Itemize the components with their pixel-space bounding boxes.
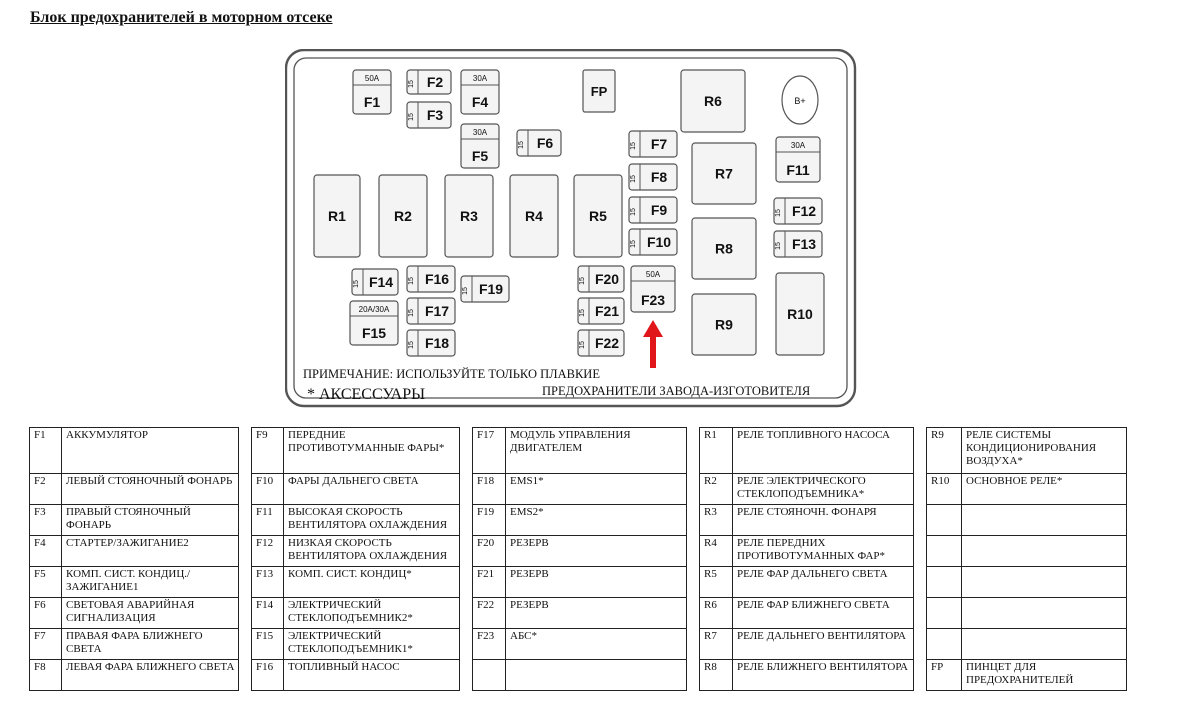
column-gap — [687, 567, 700, 598]
note-factory-fuses: ПРЕДОХРАНИТЕЛИ ЗАВОДА-ИЗГОТОВИТЕЛЯ — [542, 384, 811, 398]
legend-code: F4 — [30, 536, 62, 567]
column-gap — [460, 536, 473, 567]
legend-description: ПЕРЕДНИЕ ПРОТИВОТУМАННЫЕ ФАРЫ* — [284, 428, 460, 474]
column-gap — [914, 598, 927, 629]
fuse-legend-table — [29, 427, 1127, 691]
column-gap — [687, 505, 700, 536]
legend-description: РЕЛЕ ПЕРЕДНИХ ПРОТИВОТУМАННЫХ ФАР* — [733, 536, 914, 567]
legend-description: EMS1* — [506, 474, 687, 505]
legend-description — [962, 505, 1127, 536]
legend-description: СТАРТЕР/ЗАЖИГАНИЕ2 — [62, 536, 239, 567]
fuse-f13-rating-mark: 15 — [775, 242, 782, 250]
fuse-f23-label: F23 — [640, 292, 666, 308]
legend-code — [927, 567, 962, 598]
legend-code: F10 — [252, 474, 284, 505]
fuse-box-diagram — [285, 49, 860, 411]
fuse-f14-label: F14 — [368, 274, 394, 290]
legend-code: F17 — [473, 428, 506, 474]
fuse-f4-rating: 30A — [472, 74, 488, 83]
column-gap — [687, 474, 700, 505]
fuse-f21-label: F21 — [594, 303, 620, 319]
relay-r3-label: R3 — [460, 208, 478, 224]
legend-code: F21 — [473, 567, 506, 598]
fuse-f22-label: F22 — [594, 335, 620, 351]
fuse-f11-rating: 30A — [790, 141, 806, 150]
legend-code — [927, 629, 962, 660]
legend-code: F7 — [30, 629, 62, 660]
legend-code: F9 — [252, 428, 284, 474]
relay-r2-label: R2 — [394, 208, 412, 224]
legend-description: ОСНОВНОЕ РЕЛЕ* — [962, 474, 1127, 505]
fuse-f16-label: F16 — [424, 271, 450, 287]
column-gap — [914, 428, 927, 474]
column-gap — [460, 567, 473, 598]
legend-code: R3 — [700, 505, 733, 536]
legend-description: РЕЛЕ ФАР БЛИЖНЕГО СВЕТА — [733, 598, 914, 629]
fuse-f22-rating-mark: 15 — [579, 341, 586, 349]
column-gap — [460, 660, 473, 691]
relay-r1-label: R1 — [328, 208, 346, 224]
legend-description: ВЫСОКАЯ СКОРОСТЬ ВЕНТИЛЯТОРА ОХЛАЖДЕНИЯ — [284, 505, 460, 536]
legend-description: ПРАВЫЙ СТОЯНОЧНЫЙ ФОНАРЬ — [62, 505, 239, 536]
legend-code: F13 — [252, 567, 284, 598]
fuse-f8-label: F8 — [650, 169, 668, 185]
column-gap — [239, 629, 252, 660]
legend-description: ПРАВАЯ ФАРА БЛИЖНЕГО СВЕТА — [62, 629, 239, 660]
column-gap — [239, 598, 252, 629]
column-gap — [914, 660, 927, 691]
fuse-f7-label: F7 — [650, 136, 668, 152]
fuse-f10-rating-mark: 15 — [630, 240, 637, 248]
legend-description: ТОПЛИВНЫЙ НАСОС — [284, 660, 460, 691]
fuse-f6-label: F6 — [536, 135, 554, 151]
table-row — [30, 474, 1127, 505]
column-gap — [914, 567, 927, 598]
fuse-f1-label: F1 — [363, 94, 381, 110]
table-row — [30, 629, 1127, 660]
legend-code: FP — [927, 660, 962, 691]
legend-description: EMS2* — [506, 505, 687, 536]
legend-description: СВЕТОВАЯ АВАРИЙНАЯ СИГНАЛИЗАЦИЯ — [62, 598, 239, 629]
table-row — [30, 567, 1127, 598]
relay-r5-label: R5 — [589, 208, 607, 224]
fuse-f23-rating: 50A — [645, 270, 661, 279]
page-title: Блок предохранителей в моторном отсеке — [30, 9, 333, 26]
fuse-f8-rating-mark: 15 — [630, 175, 637, 183]
legend-description — [506, 660, 687, 691]
relay-r7-label: R7 — [715, 165, 733, 182]
fuse-f11-label: F11 — [786, 162, 810, 178]
fuse-f19-label: F19 — [478, 281, 504, 297]
table-row — [30, 660, 1127, 691]
column-gap — [239, 567, 252, 598]
legend-code: F23 — [473, 629, 506, 660]
column-gap — [239, 660, 252, 691]
legend-code: R7 — [700, 629, 733, 660]
legend-description: РЕЛЕ ЭЛЕКТРИЧЕСКОГО СТЕКЛОПОДЪЕМНИКА* — [733, 474, 914, 505]
column-gap — [239, 428, 252, 474]
column-gap — [914, 505, 927, 536]
legend-description: РЕЛЕ СТОЯНОЧН. ФОНАРЯ — [733, 505, 914, 536]
legend-description: АБС* — [506, 629, 687, 660]
legend-code: F11 — [252, 505, 284, 536]
fuse-f4-label: F4 — [471, 94, 489, 110]
fuse-f17-label: F17 — [424, 303, 450, 319]
fuse-f2-rating-mark: 15 — [408, 80, 415, 88]
legend-code: R2 — [700, 474, 733, 505]
legend-description: ЭЛЕКТРИЧЕСКИЙ СТЕКЛОПОДЪЕМНИК1* — [284, 629, 460, 660]
legend-code: F18 — [473, 474, 506, 505]
legend-code: F15 — [252, 629, 284, 660]
legend-code: R4 — [700, 536, 733, 567]
column-gap — [239, 474, 252, 505]
legend-description — [962, 567, 1127, 598]
legend-code: R8 — [700, 660, 733, 691]
column-gap — [687, 428, 700, 474]
table-row — [30, 536, 1127, 567]
relay-r9-label: R9 — [715, 316, 733, 333]
relay-r6-label: R6 — [704, 93, 722, 109]
legend-code: F22 — [473, 598, 506, 629]
legend-description: ФАРЫ ДАЛЬНЕГО СВЕТА — [284, 474, 460, 505]
column-gap — [687, 660, 700, 691]
legend-description — [962, 598, 1127, 629]
column-gap — [914, 536, 927, 567]
fuse-f5-rating: 30A — [472, 128, 488, 137]
column-gap — [460, 598, 473, 629]
legend-description: КОМП. СИСТ. КОНДИЦ./ ЗАЖИГАНИЕ1 — [62, 567, 239, 598]
legend-description: ЭЛЕКТРИЧЕСКИЙ СТЕКЛОПОДЪЕМНИК2* — [284, 598, 460, 629]
legend-code — [927, 536, 962, 567]
table-row — [30, 505, 1127, 536]
battery-terminal-label: B+ — [794, 96, 806, 106]
column-gap — [239, 536, 252, 567]
fuse-f7-rating-mark: 15 — [630, 142, 637, 150]
legend-code: R6 — [700, 598, 733, 629]
fuse-f20-rating-mark: 15 — [579, 277, 586, 285]
column-gap — [460, 629, 473, 660]
column-gap — [687, 629, 700, 660]
table-row — [30, 428, 1127, 474]
legend-description: РЕЛЕ ФАР ДАЛЬНЕГО СВЕТА — [733, 567, 914, 598]
legend-code: F6 — [30, 598, 62, 629]
fuse-f2-label: F2 — [426, 74, 444, 90]
legend-code — [473, 660, 506, 691]
column-gap — [239, 505, 252, 536]
legend-description: ПИНЦЕТ ДЛЯ ПРЕДОХРАНИТЕЛЕЙ — [962, 660, 1127, 691]
legend-description: МОДУЛЬ УПРАВЛЕНИЯ ДВИГАТЕЛЕМ — [506, 428, 687, 474]
legend-description: АККУМУЛЯТОР — [62, 428, 239, 474]
arrow-shaft — [650, 336, 656, 368]
note-fuses: ПРИМЕЧАНИЕ: ИСПОЛЬЗУЙТЕ ТОЛЬКО ПЛАВКИЕ — [303, 367, 600, 381]
table-row — [30, 598, 1127, 629]
fuse-f21-rating-mark: 15 — [579, 309, 586, 317]
note-accessories: * АКСЕССУАРЫ — [307, 386, 426, 403]
legend-code: R9 — [927, 428, 962, 474]
legend-code: F20 — [473, 536, 506, 567]
fuse-f12-rating-mark: 15 — [775, 209, 782, 217]
legend-description: РЕЛЕ ДАЛЬНЕГО ВЕНТИЛЯТОРА — [733, 629, 914, 660]
legend-description: РЕЛЕ БЛИЖНЕГО ВЕНТИЛЯТОРА — [733, 660, 914, 691]
legend-code: R1 — [700, 428, 733, 474]
legend-code: F5 — [30, 567, 62, 598]
legend-description: РЕЗЕРВ — [506, 567, 687, 598]
legend-description: РЕЛЕ СИСТЕМЫ КОНДИЦИОНИРОВАНИЯ ВОЗДУХА* — [962, 428, 1127, 474]
fuse-f18-label: F18 — [424, 335, 450, 351]
legend-code: F16 — [252, 660, 284, 691]
column-gap — [687, 536, 700, 567]
column-gap — [460, 474, 473, 505]
legend-description: ЛЕВАЯ ФАРА БЛИЖНЕГО СВЕТА — [62, 660, 239, 691]
column-gap — [914, 474, 927, 505]
relay-r4-label: R4 — [525, 208, 543, 224]
legend-description: РЕЗЕРВ — [506, 536, 687, 567]
legend-code — [927, 598, 962, 629]
column-gap — [687, 598, 700, 629]
fuse-f16-rating-mark: 15 — [408, 277, 415, 285]
legend-code: F2 — [30, 474, 62, 505]
fuse-f3-rating-mark: 15 — [408, 113, 415, 121]
fuse-f14-rating-mark: 15 — [353, 280, 360, 288]
legend-description — [962, 629, 1127, 660]
legend-code: F14 — [252, 598, 284, 629]
fuse-f20-label: F20 — [594, 271, 620, 287]
legend-description: КОМП. СИСТ. КОНДИЦ* — [284, 567, 460, 598]
fuse-f1-rating: 50A — [364, 74, 380, 83]
legend-description: ЛЕВЫЙ СТОЯНОЧНЫЙ ФОНАРЬ — [62, 474, 239, 505]
fuse-f15-label: F15 — [361, 325, 387, 341]
legend-code: F1 — [30, 428, 62, 474]
fuse-f18-rating-mark: 15 — [408, 341, 415, 349]
fuse-f19-rating-mark: 15 — [462, 287, 469, 295]
legend-code: R10 — [927, 474, 962, 505]
fuse-f10-label: F10 — [646, 234, 672, 250]
legend-code: R5 — [700, 567, 733, 598]
legend-description: НИЗКАЯ СКОРОСТЬ ВЕНТИЛЯТОРА ОХЛАЖДЕНИЯ — [284, 536, 460, 567]
column-gap — [460, 505, 473, 536]
legend-description: РЕЗЕРВ — [506, 598, 687, 629]
fuse-f13-label: F13 — [791, 236, 817, 252]
legend-code: F19 — [473, 505, 506, 536]
fuse-f5-label: F5 — [471, 148, 489, 164]
relay-r10-label: R10 — [787, 306, 813, 322]
relay-r8-label: R8 — [715, 240, 733, 257]
legend-description: РЕЛЕ ТОПЛИВНОГО НАСОСА — [733, 428, 914, 474]
legend-code: F3 — [30, 505, 62, 536]
legend-code — [927, 505, 962, 536]
legend-description — [962, 536, 1127, 567]
legend-code: F8 — [30, 660, 62, 691]
fuse-f15-rating: 20A/30A — [358, 305, 390, 314]
fuse-f9-rating-mark: 15 — [630, 208, 637, 216]
fuse-f6-rating-mark: 15 — [518, 141, 525, 149]
legend-code: F12 — [252, 536, 284, 567]
fuse-f17-rating-mark: 15 — [408, 309, 415, 317]
fuse-f3-label: F3 — [426, 107, 444, 123]
column-gap — [914, 629, 927, 660]
fuse-puller-label: FP — [590, 84, 608, 99]
fuse-f9-label: F9 — [650, 202, 668, 218]
fuse-f12-label: F12 — [791, 203, 817, 219]
column-gap — [460, 428, 473, 474]
